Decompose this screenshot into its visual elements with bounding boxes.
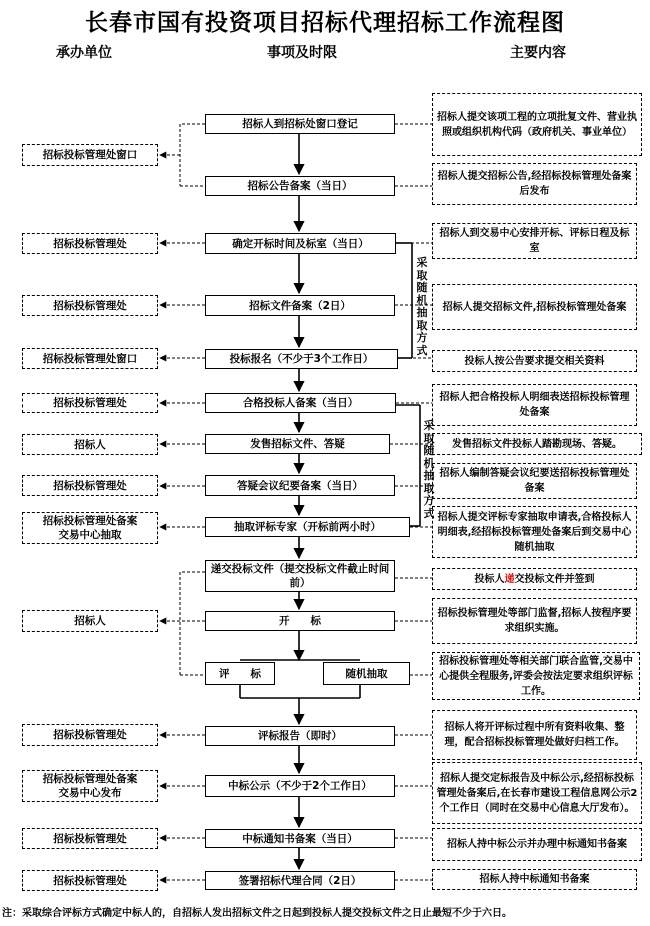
right-content: 招标投标管理处等部门监督,招标人按程序要求组织实施。 [432, 598, 637, 644]
right-content-submit [432, 568, 637, 590]
step-tender-doc-filing: 招标文件备案（2日） [205, 295, 395, 316]
right-content: 招标人编制答疑会议纪要送招标投标管理处备案 [432, 463, 637, 499]
left-unit: 招标投标管理处窗口 [22, 348, 158, 369]
header-center: 事项及时限 [267, 45, 337, 61]
step-registration: 招标人到招标处窗口登记 [205, 114, 395, 134]
footnote: 注：采取综合评标方式确定中标人的，自招标人发出招标文件之日起到投标人提交投标文件之日止最短不少于六日。 [2, 908, 512, 919]
right-content: 招标人将开评标过程中所有资料收集、整理，配合招标投标管理处做好归档工作。 [432, 710, 637, 760]
right-content: 招标投标管理处等相关部门联合监管,交易中心提供全程服务,评委会按法定要求组织评标工作。 [432, 652, 640, 700]
step-draw-experts: 抽取评标专家（开标前两小时） [205, 517, 410, 537]
right-content: 发售招标文件投标人踏勘现场、答疑。 [432, 433, 642, 455]
step-submit-bids: 递交投标文件（提交投标文件截止时间前） [205, 560, 395, 592]
right-content: 招标人持中标公示并办理中标通知书备案 [432, 828, 642, 861]
right-content: 招标人提交评标专家抽取申请表,合格投标人明细表,经招标投标管理处备案后到交易中心随机抽取 [432, 506, 637, 558]
submit-note-b: 交投标文件并签到 [514, 573, 595, 585]
step-bid-opening: 开 标 [205, 611, 395, 631]
left-unit: 招标投标管理处备案 交易中心抽取 [22, 512, 158, 544]
side-label-random-draw: 采取随机抽取方式 [423, 419, 435, 520]
right-content: 投标人按公告要求提交相关资料 [432, 350, 637, 372]
left-unit: 招标投标管理处 [22, 828, 158, 849]
left-unit: 招标投标管理处备案 交易中心发布 [22, 770, 158, 802]
step-award-notice-filing: 中标通知书备案（当日） [205, 829, 395, 848]
right-content: 招标人提交该项工程的立项批复文件、营业执照或组织机构代码（政府机关、事业单位） [432, 93, 642, 156]
side-label-random-draw: 采取随机抽取方式 [416, 256, 428, 357]
step-evaluation-report: 评标报告（即时） [205, 726, 395, 746]
right-content: 招标人到交易中心安排开标、评标日程及标室 [432, 223, 637, 259]
left-unit: 招标投标管理处 [22, 295, 158, 316]
page-title: 长春市国有投资项目招标代理招标工作流程图 [85, 10, 565, 36]
left-unit: 招标人 [22, 610, 158, 632]
left-unit: 招标投标管理处 [22, 724, 158, 746]
step-set-opening-time: 确定开标时间及标室（当日） [205, 233, 396, 254]
submit-note-a: 投标人 [474, 573, 505, 585]
submit-note-red: 递 [504, 573, 515, 585]
header-left: 承办单位 [56, 45, 112, 61]
left-unit: 招标人 [22, 434, 158, 455]
right-content: 招标人提交定标报告及中标公示,经招标投标管理处备案后,在长春市建设工程信息网公示2个工作日（同时在交易中心信息大厅发布）。 [432, 762, 642, 824]
left-unit: 招标投标管理处窗口 [22, 144, 158, 166]
step-sell-tender-docs: 发售招标文件、答疑 [205, 434, 390, 454]
right-content: 招标人提交招标文件,招标投标管理处备案 [432, 284, 637, 330]
step-qa-minutes-filing: 答疑会议纪要备案（当日） [205, 475, 395, 496]
step-sign-agency-contract: 签署招标代理合同（2日） [205, 871, 395, 890]
step-evaluation: 评 标 [205, 662, 275, 685]
step-qualified-bidder-filing: 合格投标人备案（当日） [205, 393, 396, 413]
left-unit: 招标投标管理处 [22, 870, 158, 891]
step-random-draw: 随机抽取 [323, 662, 410, 685]
header-right: 主要内容 [510, 45, 566, 61]
step-bid-registration: 投标报名（不少于3个工作日） [205, 349, 398, 369]
step-announcement-filing: 招标公告备案（当日） [205, 176, 395, 196]
left-unit: 招标投标管理处 [22, 393, 158, 413]
right-content: 招标人提交招标公告,经招标投标管理处备案后发布 [432, 163, 637, 205]
left-unit: 招标投标管理处 [22, 233, 158, 254]
right-content: 招标人把合格投标人明细表送招标投标管理处备案 [432, 384, 637, 426]
left-unit: 招标投标管理处 [22, 475, 158, 496]
right-content: 招标人持中标通知书备案 [432, 869, 637, 890]
step-award-publicity: 中标公示（不少于2个工作日） [205, 775, 395, 797]
